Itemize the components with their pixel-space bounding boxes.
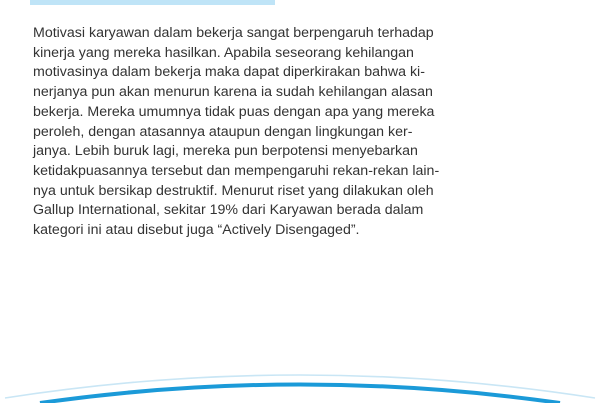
paragraph-line: ketidakpuasannya tersebut dan mempengaruhi rekan-rekan lain-: [33, 162, 440, 179]
paragraph-line: bekerja. Mereka umumnya tidak puas dengan apa yang mereka: [33, 103, 435, 120]
paragraph-line: motivasinya dalam bekerja maka dapat diperkirakan bahwa ki-: [33, 64, 425, 81]
inner-arc: [40, 385, 560, 403]
paragraph-line: peroleh, dengan atasannya ataupun dengan lingkungan ker-: [33, 123, 413, 140]
paragraph-line: kinerja yang mereka hasilkan. Apabila seseorang kehilangan: [33, 44, 414, 61]
paragraph-line: janya. Lebih buruk lagi, mereka pun berpotensi menyebarkan: [33, 143, 418, 160]
paragraph-line: Motivasi karyawan dalam bekerja sangat berpengaruh terhadap: [33, 25, 434, 41]
paragraph-line: nya untuk bersikap destruktif. Menurut riset yang dilakukan oleh: [33, 182, 434, 199]
paragraph-line: Gallup International, sekitar 19% dari Karyawan berada dalam: [33, 202, 424, 219]
paragraph-line: nerjanya pun akan menurun karena ia sudah kehilangan alasan: [33, 84, 433, 101]
paragraph-line: kategori ini atau disebut juga “Actively Disengaged”.: [33, 222, 360, 239]
